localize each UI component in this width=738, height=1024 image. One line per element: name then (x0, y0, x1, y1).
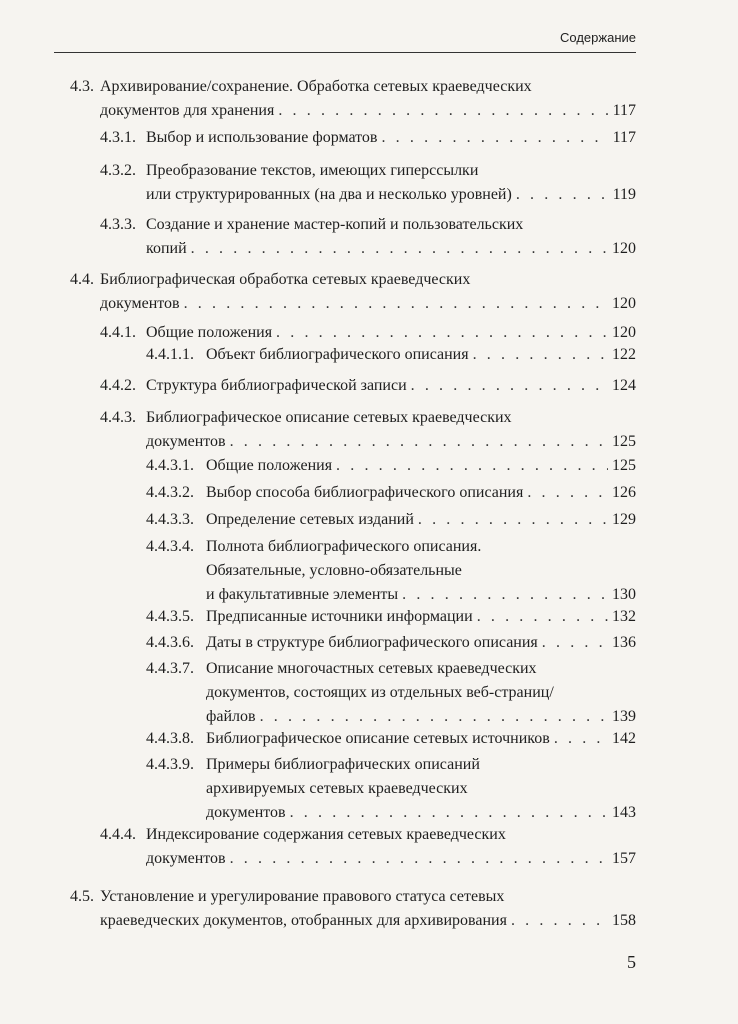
toc-page-number: 143 (612, 804, 636, 821)
toc-page-number: 117 (612, 102, 636, 119)
toc-entry-title: Общие положения (206, 457, 333, 474)
toc-entry-title: документов (146, 850, 226, 867)
toc-entry-title: или структурированных (на два и несколько уровней) (146, 186, 512, 203)
toc-leader-dots (230, 848, 608, 870)
toc-page-number: 125 (612, 433, 636, 450)
toc-entry-title-line: Индексирование содержания сетевых краеведческих (146, 826, 506, 843)
toc-entry-title: документов (100, 295, 180, 312)
toc-entry-title-line: Описание многочастных сетевых краеведческих (206, 660, 537, 677)
toc-page-number: 130 (612, 586, 636, 603)
toc-entry-number: 4.3.2. (100, 162, 136, 179)
toc-leader-dots (477, 606, 608, 628)
toc-entry-title-line: Преобразование текстов, имеющих гиперссылки (146, 162, 479, 179)
toc-entry-number: 4.5. (70, 888, 94, 905)
toc-page-number: 120 (612, 295, 636, 312)
toc-page-number: 139 (612, 708, 636, 725)
toc-page-number: 142 (612, 730, 636, 747)
toc-page-number: 158 (612, 912, 636, 929)
toc-leader-dots (260, 706, 608, 728)
page-number: 5 (627, 952, 636, 972)
toc-entry-number: 4.4.3.9. (146, 756, 194, 773)
toc-leader-dots (554, 728, 608, 750)
toc-leader-dots (473, 344, 608, 366)
toc-entry-title: документов (206, 804, 286, 821)
toc-entry-title: документов для хранения (100, 102, 275, 119)
toc-leader-dots (418, 509, 608, 531)
toc-entry-number: 4.4.3.6. (146, 634, 194, 651)
toc-entry-number: 4.4.2. (100, 377, 136, 394)
toc-entry-title-line: Примеры библиографических описаний (206, 756, 480, 773)
toc-entry-title: краеведческих документов, отобранных для архивирования (100, 912, 507, 929)
toc-leader-dots (511, 910, 608, 932)
toc-entry-title: и факультативные элементы (206, 586, 399, 603)
toc-entry-title: Даты в структуре библиографического описания (206, 634, 538, 651)
toc-entry-number: 4.4.1.1. (146, 346, 194, 363)
toc-page-number: 117 (612, 129, 636, 146)
toc-entry-title-line: Создание и хранение мастер-копий и пользовательских (146, 216, 524, 233)
toc-page-number: 122 (612, 346, 636, 363)
toc-leader-dots (516, 184, 609, 206)
toc-entry-title-line: документов, состоящих из отдельных веб-страниц/ (206, 684, 554, 701)
toc-leader-dots (184, 293, 608, 315)
toc-page-number: 136 (612, 634, 636, 651)
toc-entry-number: 4.4.3.8. (146, 730, 194, 747)
toc-entry-title: Определение сетевых изданий (206, 511, 414, 528)
toc-entry-number: 4.4.3.3. (146, 511, 194, 528)
toc-entry-number: 4.4.3.5. (146, 608, 194, 625)
toc-entry-number: 4.4.3. (100, 409, 136, 426)
toc-page-number: 124 (612, 377, 636, 394)
toc-entry-title: Общие положения (146, 324, 273, 341)
toc-leader-dots (230, 431, 608, 453)
toc-entry-title: Библиографическое описание сетевых источников (206, 730, 550, 747)
toc-entry-number: 4.4. (70, 271, 94, 288)
toc-entry-title-line: Библиографическое описание сетевых краеведческих (146, 409, 512, 426)
toc-entry-number: 4.4.3.2. (146, 484, 194, 501)
toc-entry-number: 4.4.3.7. (146, 660, 194, 677)
toc-entry-title: документов (146, 433, 226, 450)
running-head: Содержание (560, 30, 636, 45)
toc-entry-title-line: архивируемых сетевых краеведческих (206, 780, 468, 797)
toc-entry-number: 4.4.3.4. (146, 538, 194, 555)
toc-entry-number: 4.3.3. (100, 216, 136, 233)
toc-page-number: 132 (612, 608, 636, 625)
header-rule (54, 52, 636, 53)
toc-page-number: 129 (612, 511, 636, 528)
toc-page-number: 119 (612, 186, 636, 203)
toc-entry-title-line: Установление и урегулирование правового статуса сетевых (100, 888, 505, 905)
toc-leader-dots (336, 455, 608, 477)
toc-entry-title-line: Обязательные, условно-обязательные (206, 562, 462, 579)
toc-page-number: 120 (612, 240, 636, 257)
toc-entry-number: 4.3.1. (100, 129, 136, 146)
toc-leader-dots (402, 584, 608, 606)
toc-leader-dots (191, 238, 608, 260)
toc-entry-title: Объект библиографического описания (206, 346, 469, 363)
toc-leader-dots (411, 375, 608, 397)
toc-page-number: 126 (612, 484, 636, 501)
toc-entry-title: Выбор и использование форматов (146, 129, 378, 146)
toc-leader-dots (278, 100, 608, 122)
toc-entry-number: 4.3. (70, 78, 94, 95)
toc-entry-title: файлов (206, 708, 256, 725)
toc-page-number: 157 (612, 850, 636, 867)
toc-entry-title: Выбор способа библиографического описания (206, 484, 524, 501)
toc-entry-title-line: Полнота библиографического описания. (206, 538, 482, 555)
toc-entry-title: Предписанные источники информации (206, 608, 473, 625)
toc-entry-number: 4.4.1. (100, 324, 136, 341)
toc-leader-dots (381, 127, 608, 149)
toc-leader-dots (527, 482, 608, 504)
toc-entry-number: 4.4.3.1. (146, 457, 194, 474)
toc-entry-title: копий (146, 240, 187, 257)
toc-leader-dots (276, 322, 608, 344)
toc-page-number: 125 (612, 457, 636, 474)
toc-page-number: 120 (612, 324, 636, 341)
toc-entry-title: Структура библиографической записи (146, 377, 407, 394)
toc-leader-dots (290, 802, 608, 824)
toc-entry-number: 4.4.4. (100, 826, 136, 843)
toc-entry-title-line: Библиографическая обработка сетевых краеведческих (100, 271, 471, 288)
toc-entry-title-line: Архивирование/сохранение. Обработка сетевых краеведческих (100, 78, 532, 95)
toc-leader-dots (542, 632, 608, 654)
